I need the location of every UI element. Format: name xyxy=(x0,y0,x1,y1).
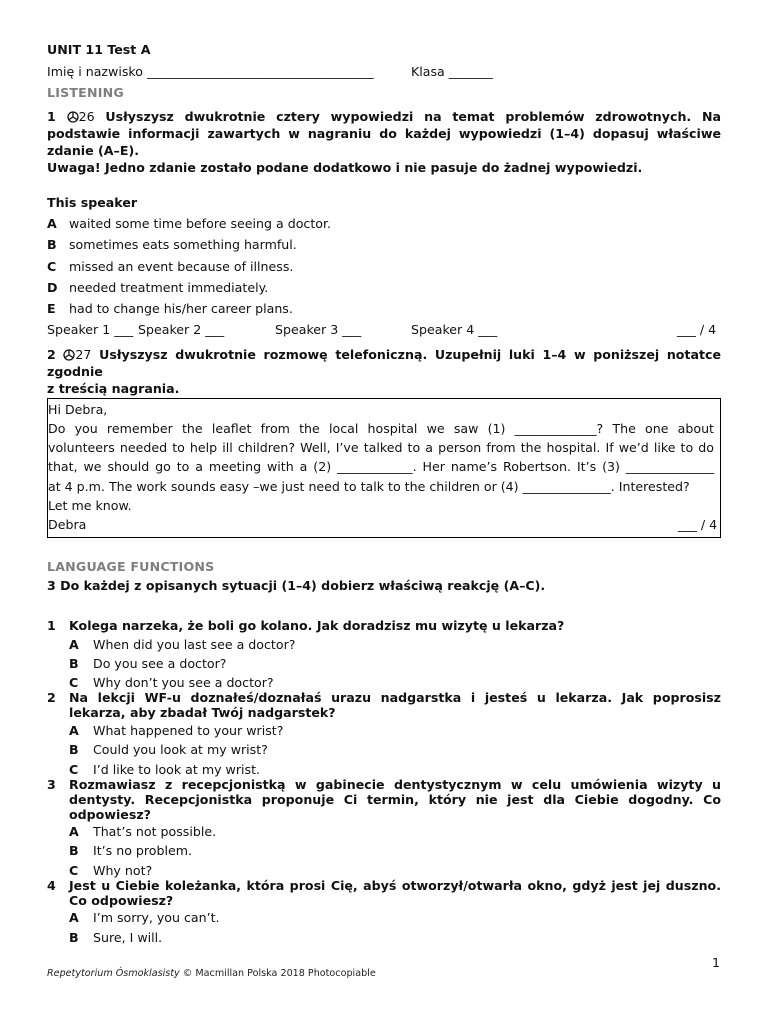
note-line-1: Hi Debra, xyxy=(48,402,108,417)
task3-number: 3 xyxy=(47,578,56,593)
question-1-option-a: A When did you last see a doctor? xyxy=(69,637,296,652)
question-4-option-a: A I’m sorry, you can’t. xyxy=(69,910,220,925)
task3-instruction xyxy=(47,578,545,593)
name-field-line: Imię i nazwisko ____________________________________ xyxy=(47,64,374,79)
question-2-option-a: A What happened to your wrist? xyxy=(69,723,284,738)
question-3-option-b: B It’s no problem. xyxy=(69,843,193,858)
question-4-number: 4 xyxy=(47,878,56,893)
task2-instruction-line2: z treścią nagrania. xyxy=(47,381,180,396)
task2-track: 27 xyxy=(75,347,92,362)
page-number: 1 xyxy=(712,955,721,970)
task1-number: 1 xyxy=(47,109,56,124)
task1-instruction xyxy=(47,108,721,159)
footer xyxy=(47,968,376,979)
question-4-text: Jest u Ciebie koleżanka, która prosi Cię, abyś otworzył/otwarła okno, gdyż jest jej duszno. Co odpowiesz? xyxy=(69,878,721,908)
speaker-3-answer: Speaker 3 ___ xyxy=(275,322,362,337)
unit-title: UNIT 11 Test A xyxy=(47,42,151,57)
section-label-language-functions: LANGUAGE FUNCTIONS xyxy=(47,559,215,574)
question-1-text: Kolega narzeka, że boli go kolano. Jak doradzisz mu wizytę u lekarza? xyxy=(69,618,565,633)
note-line-3: volunteers needed to help ill children? Well, I’ve talked to a person from the hospital. If we’d like to do xyxy=(48,440,714,455)
question-3-option-c: C Why not? xyxy=(69,863,153,878)
task1-option-c: C missed an event because of illness. xyxy=(47,259,294,274)
note-line-2: Do you remember the leaflet from the local hospital we saw (1) _____________? The one about xyxy=(48,421,714,436)
question-1-option-c: C Why don’t you see a doctor? xyxy=(69,675,274,690)
audio-track-icon xyxy=(63,347,75,362)
footer-copyright: © Macmillan Polska 2018 Photocopiable xyxy=(182,968,376,979)
note-line-6: Let me know. xyxy=(48,498,132,513)
task1-option-e: E had to change his/her career plans. xyxy=(47,301,293,316)
task2-score: ___ / 4 xyxy=(678,517,718,532)
question-1-option-b: B Do you see a doctor? xyxy=(69,656,227,671)
task1-score: ___ / 4 xyxy=(677,322,717,337)
question-2-text: Na lekcji WF-u doznałeś/doznałaś urazu nadgarstka i jesteś u lekarza. Jak poprosisz lekarza, aby zbadał Twój nadgarstek? xyxy=(69,690,721,720)
question-1-number: 1 xyxy=(47,618,56,633)
speaker-1-answer: Speaker 1 ___ xyxy=(47,322,134,337)
question-3-option-a: A That’s not possible. xyxy=(69,824,217,839)
speaker-4-answer: Speaker 4 ___ xyxy=(411,322,498,337)
question-3-text: Rozmawiasz z recepcjonistką w gabinecie dentystycznym w celu umówienia wizyty u dentysty. Recepcjonistka proponuje Ci termin, który nie jest dla Ciebie dogodny. Co odpowiesz? xyxy=(69,777,721,822)
question-3-number: 3 xyxy=(47,777,56,792)
question-4-option-b: B Sure, I will. xyxy=(69,930,163,945)
section-label-listening: LISTENING xyxy=(47,85,124,100)
task1-option-a: A waited some time before seeing a doctor. xyxy=(47,216,332,231)
question-2-option-c: C I’d like to look at my wrist. xyxy=(69,762,261,777)
task2-instruction-line1: Usłyszysz dwukrotnie rozmowę telefoniczną. Uzupełnij luki 1–4 w poniższej notatce zgodnie xyxy=(47,347,722,379)
class-field-line: Klasa _______ xyxy=(411,64,493,79)
note-signature: Debra xyxy=(48,517,87,532)
audio-track-icon xyxy=(67,109,79,124)
note-line-4: that, we should go to a meeting with a (2) ____________. Her name’s Robertson. It’s (3) ______________ xyxy=(48,459,714,474)
note-line-5: at 4 p.m. The work sounds easy –we just need to talk to the children or (4) ______________. Interested? xyxy=(48,479,690,494)
task1-lead: This speaker xyxy=(47,195,138,210)
task1-option-b: B sometimes eats something harmful. xyxy=(47,237,297,252)
speaker-2-answer: Speaker 2 ___ xyxy=(138,322,225,337)
task3-instruction-text: Do każdej z opisanych sytuacji (1–4) dobierz właściwą reakcję (A–C). xyxy=(60,578,546,593)
footer-book-title: Repetytorium Ósmoklasisty xyxy=(47,968,180,979)
task1-instruction-text: Usłyszysz dwukrotnie cztery wypowiedzi na temat problemów zdrowotnych. Na podstawie informacji zawartych w nagraniu do każdej wypowiedzi (1–4) dopasuj właściwe zdanie (A–E). xyxy=(47,109,722,158)
note-box xyxy=(47,398,721,538)
task2-number: 2 xyxy=(47,347,56,362)
task1-note: Uwaga! Jedno zdanie zostało podane dodatkowo i nie pasuje do żadnej wypowiedzi. xyxy=(47,160,643,175)
question-2-option-b: B Could you look at my wrist? xyxy=(69,742,268,757)
task2-instruction xyxy=(47,346,721,397)
question-2-number: 2 xyxy=(47,690,56,705)
task1-track: 26 xyxy=(78,109,95,124)
task1-option-d: D needed treatment immediately. xyxy=(47,280,269,295)
